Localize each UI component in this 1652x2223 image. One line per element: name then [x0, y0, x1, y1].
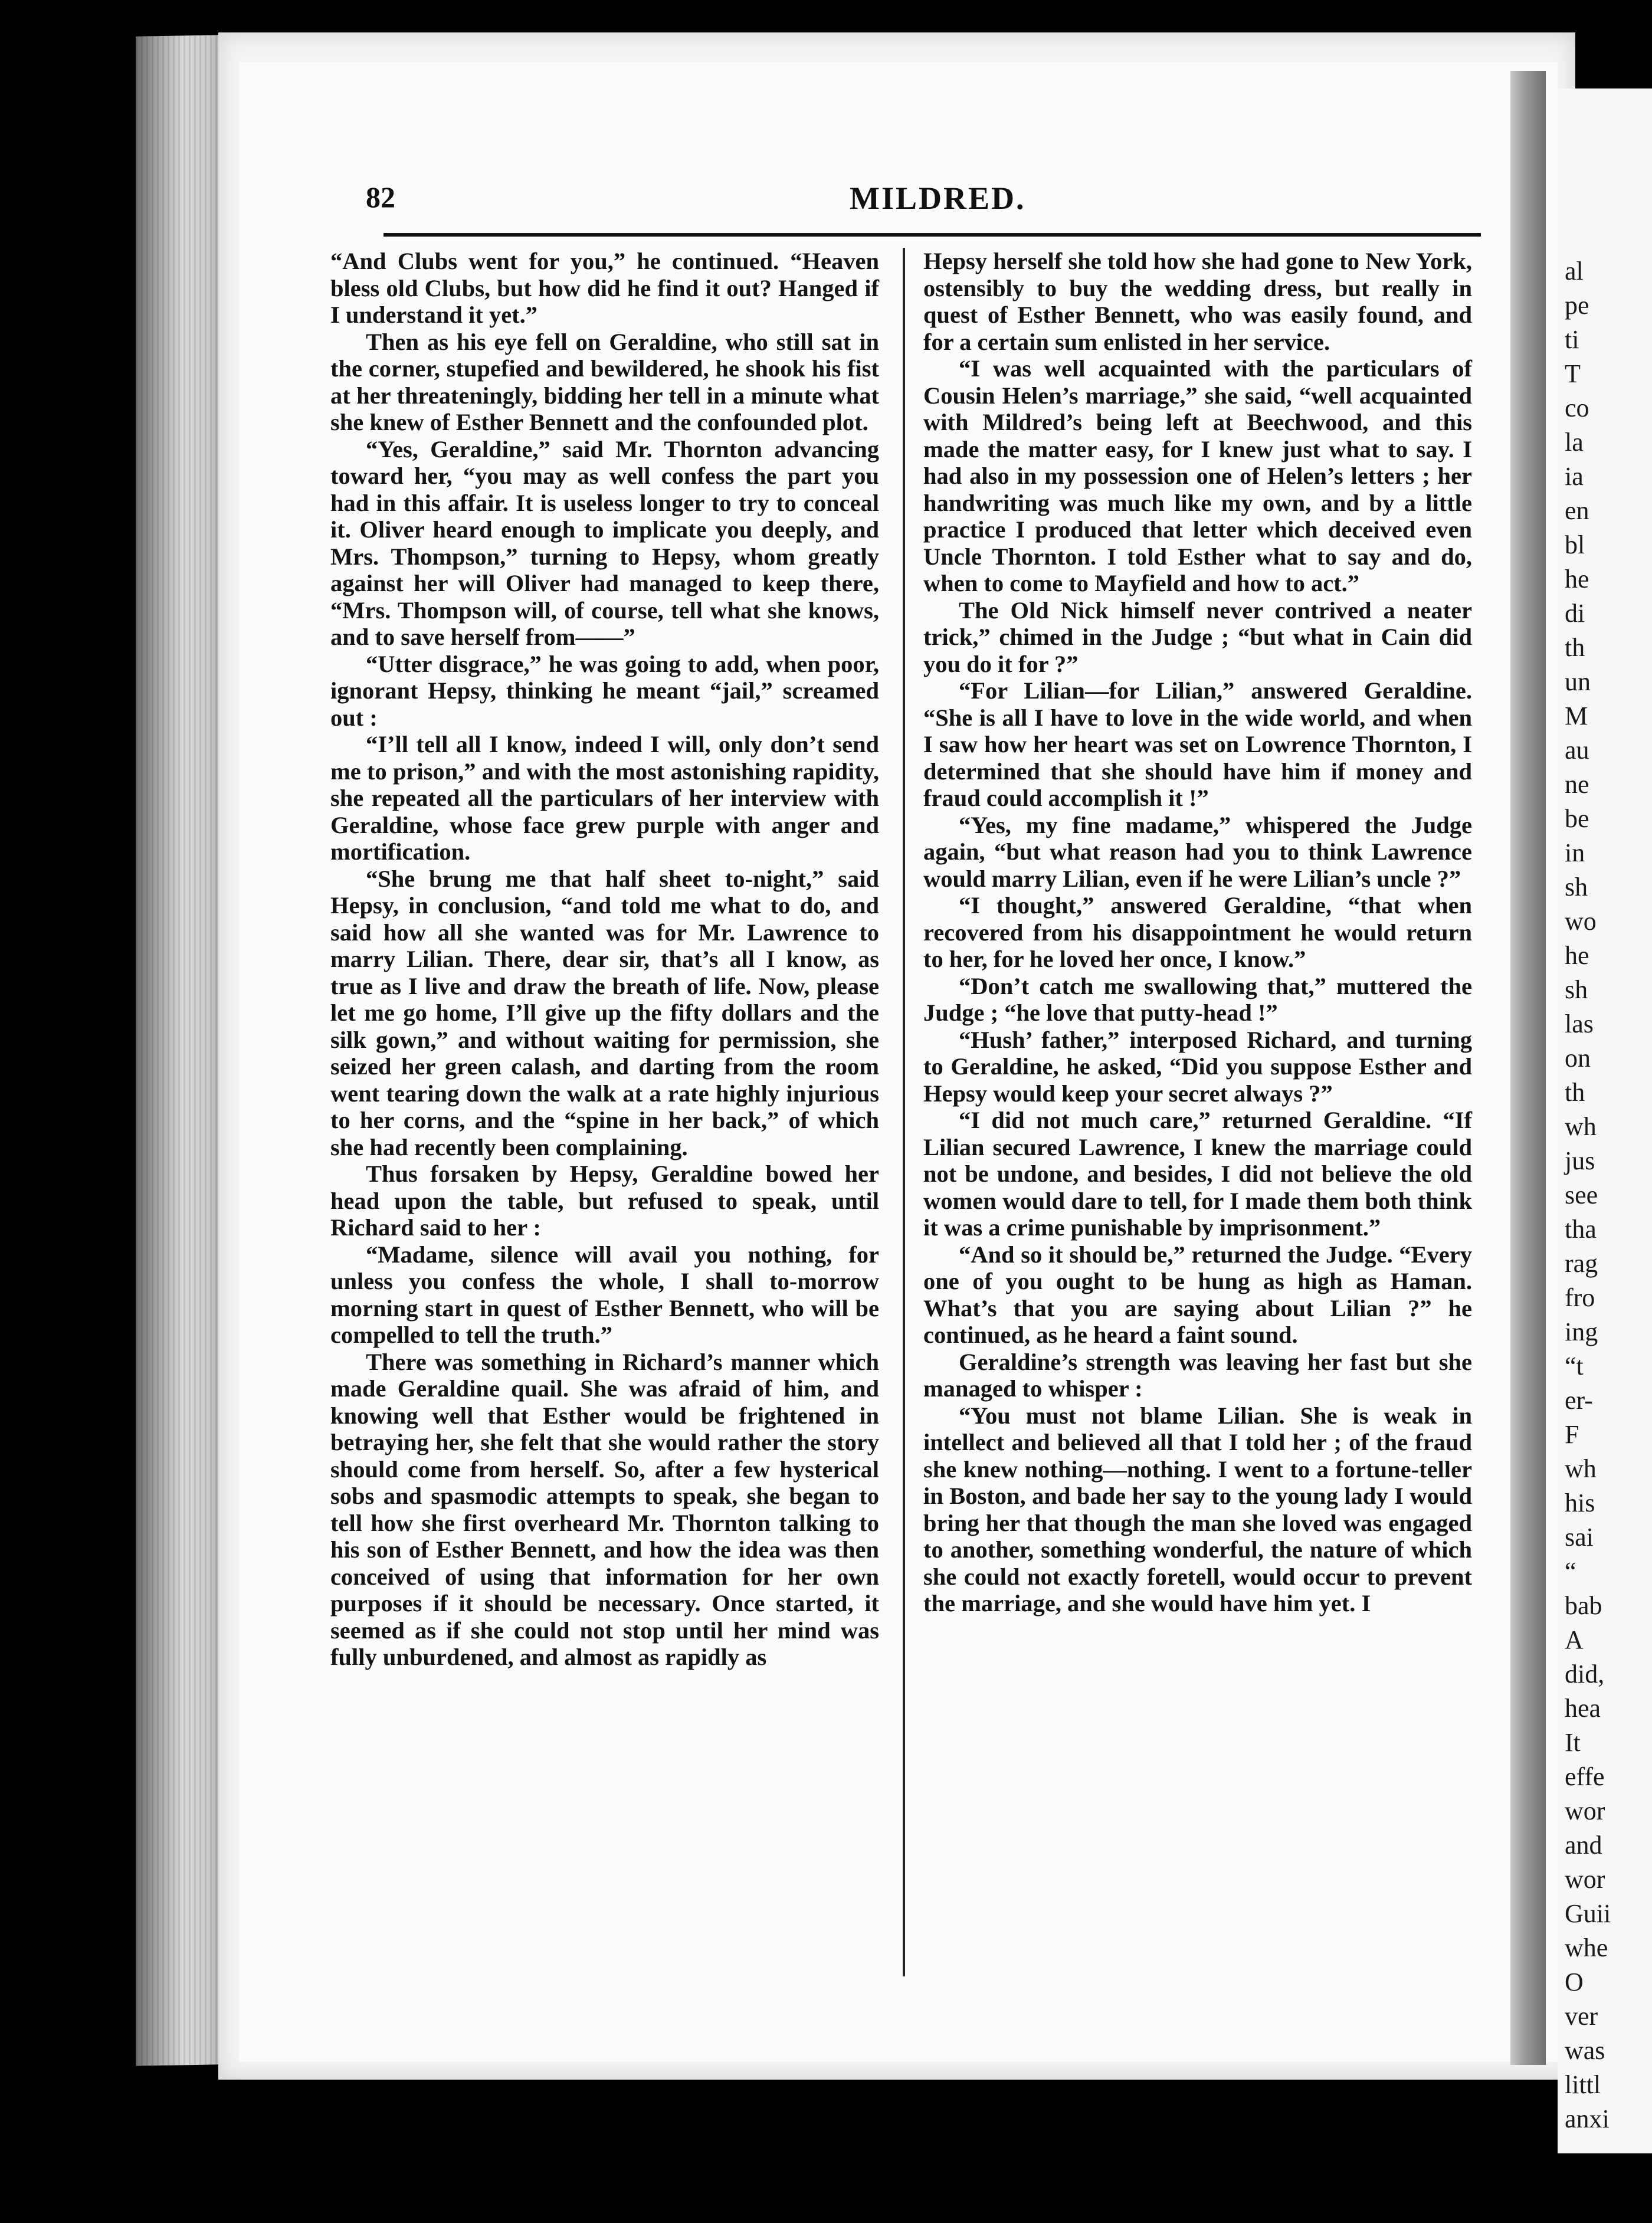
next-page-text-fragment: er-	[1565, 1386, 1593, 1415]
next-page-text-fragment: sh	[1565, 975, 1588, 1004]
next-page-text-fragment: be	[1565, 804, 1589, 833]
paragraph: Then as his eye fell on Geraldine, who still sat in the corner, stupefied and bewildered, he shook his fist at her threateningly, bidding her tell in a minute what she knew of Esther Bennett and the confounded plot.	[330, 328, 879, 435]
next-page-text-fragment: his	[1565, 1488, 1595, 1517]
next-page-text-fragment: al	[1565, 257, 1584, 286]
page-header	[366, 180, 1481, 227]
paragraph: Geraldine’s strength was leaving her fast but she managed to whisper :	[923, 1348, 1472, 1402]
next-page-text-fragment: O	[1565, 1968, 1584, 1996]
next-page-text-fragment: sai	[1565, 1523, 1594, 1552]
header-rule	[384, 233, 1481, 237]
next-page-text-fragment: wh	[1565, 1454, 1597, 1483]
next-page-text-fragment: wor	[1565, 1865, 1605, 1894]
paragraph: “Don’t catch me swallowing that,” muttered the Judge ; “he love that putty-head !”	[923, 972, 1472, 1026]
next-page-text-fragment: hea	[1565, 1694, 1601, 1723]
next-page-text-fragment: F	[1565, 1420, 1579, 1449]
left-column	[330, 248, 879, 1671]
next-page-text-fragment: It	[1565, 1728, 1581, 1757]
next-page-text-fragment: tha	[1565, 1215, 1597, 1244]
next-page-text-fragment: wo	[1565, 907, 1597, 936]
paragraph: “I’ll tell all I know, indeed I will, only don’t send me to prison,” and with the most astonishing rapidity, she repeated all the particulars of her interview with Geraldine, whose face grew purple with anger and mortification.	[330, 731, 879, 865]
next-page-text-fragment: en	[1565, 496, 1589, 525]
next-page-text-fragment: rag	[1565, 1249, 1598, 1278]
right-column	[923, 248, 1472, 1617]
next-page-text-fragment: ia	[1565, 462, 1584, 491]
column-divider	[903, 248, 905, 1976]
next-page-text-fragment: bab	[1565, 1591, 1602, 1620]
next-page-text-fragment: sh	[1565, 873, 1588, 901]
next-page-text-fragment: see	[1565, 1181, 1598, 1209]
next-page-text-fragment: las	[1565, 1009, 1594, 1038]
next-page-fragment	[1558, 88, 1652, 2153]
next-page-text-fragment: did,	[1565, 1660, 1605, 1688]
next-page-text-fragment: “t	[1565, 1352, 1584, 1381]
next-page-text-fragment: wh	[1565, 1112, 1597, 1141]
paragraph: There was something in Richard’s manner which made Geraldine quail. She was afraid of him, and knowing well that Esther would be frightened in betraying her, she felt that she would rather the story should come from herself. So, after a few hysterical sobs and spasmodic attempts to speak, she began to tell how she first overheard Mr. Thornton talking to his son of Esther Bennett, and how the idea was then conceived of using that information for her own purposes if it should be necessary. Once started, it seemed as if she could not stop until her mind was fully unburdened, and almost as rapidly as	[330, 1348, 879, 1670]
paragraph: Thus forsaken by Hepsy, Geraldine bowed her head upon the table, but refused to speak, until Richard said to her :	[330, 1160, 879, 1241]
next-page-text-fragment: wor	[1565, 1796, 1605, 1825]
next-page-text-fragment: he	[1565, 565, 1589, 594]
next-page-text-fragment: “	[1565, 1557, 1576, 1586]
paragraph: “Yes, Geraldine,” said Mr. Thornton advancing toward her, “you may as well confess the part you had in this affair. It is useless longer to try to conceal it. Oliver heard enough to implicate you deeply, and Mrs. Thompson,” turning to Hepsy, whom greatly against her will Oliver had managed to keep there, “Mrs. Thompson will, of course, tell what she knows, and to save herself from——”	[330, 435, 879, 650]
next-page-text-fragment: la	[1565, 428, 1584, 457]
next-page-text-fragment: he	[1565, 941, 1589, 970]
paragraph: “Utter disgrace,” he was going to add, when poor, ignorant Hepsy, thinking he meant “jail,” screamed out :	[330, 650, 879, 731]
paragraph: “And Clubs went for you,” he continued. “Heaven bless old Clubs, but how did he find it out? Hanged if I understand it yet.”	[330, 248, 879, 328]
next-page-text-fragment: anxi	[1565, 2104, 1610, 2133]
running-title: MILDRED.	[850, 181, 1026, 216]
next-page-text-fragment: co	[1565, 394, 1589, 422]
paragraph: “You must not blame Lilian. She is weak in intellect and believed all that I told her ; of the fraud she knew nothing—nothing. I went to a fortune-teller in Boston, and bade her say to the young lady I would bring her that though the man she loved was engaged to another, something wonderful, the nature of which she could not exactly foretell, would occur to prevent the marriage, and she would have him yet. I	[923, 1402, 1472, 1617]
paragraph: Hepsy herself she told how she had gone to New York, ostensibly to buy the wedding dress, but really in quest of Esther Bennett, who was easily found, and for a certain sum enlisted in her service.	[923, 248, 1472, 355]
paragraph: “Yes, my fine madame,” whispered the Judge again, “but what reason had you to think Lawrence would marry Lilian, even if he were Lilian’s uncle ?”	[923, 811, 1472, 892]
paragraph: The Old Nick himself never contrived a neater trick,” chimed in the Judge ; “but what in Cain did you do it for ?”	[923, 596, 1472, 677]
next-page-text-fragment: M	[1565, 701, 1588, 730]
next-page-text-fragment: whe	[1565, 1933, 1608, 1962]
next-page-text-fragment: jus	[1565, 1146, 1595, 1175]
next-page-text-fragment: Guii	[1565, 1899, 1611, 1928]
next-page-text-fragment: ti	[1565, 325, 1579, 354]
next-page-text-fragment: A	[1565, 1625, 1584, 1654]
next-page-text-fragment: un	[1565, 667, 1591, 696]
page-number: 82	[366, 181, 395, 214]
next-page-text-fragment: in	[1565, 838, 1585, 867]
next-page-text-fragment: th	[1565, 633, 1585, 662]
next-page-text-fragment: pe	[1565, 291, 1589, 320]
next-page-text-fragment: au	[1565, 736, 1589, 765]
next-page-text-fragment: bl	[1565, 530, 1585, 559]
next-page-text-fragment: and	[1565, 1831, 1602, 1860]
paragraph: “Hush’ father,” interposed Richard, and turning to Geraldine, he asked, “Did you suppose Esther and Hepsy would keep your secret always ?”	[923, 1026, 1472, 1107]
paragraph: “And so it should be,” returned the Judge. “Every one of you ought to be hung as high as Haman. What’s that you are saying about Lilian ?” he continued, as he heard a faint sound.	[923, 1241, 1472, 1348]
next-page-text-fragment: littl	[1565, 2070, 1601, 2099]
next-page-text-fragment: on	[1565, 1044, 1591, 1073]
page-fore-edge	[1510, 71, 1546, 2065]
paragraph: “Madame, silence will avail you nothing, for unless you confess the whole, I shall to-morrow morning start in quest of Esther Bennett, who will be compelled to tell the truth.”	[330, 1241, 879, 1348]
next-page-text-fragment: T	[1565, 359, 1581, 388]
next-page-text-fragment: was	[1565, 2036, 1605, 2065]
next-page-text-fragment: di	[1565, 599, 1585, 628]
paragraph: “I thought,” answered Geraldine, “that when recovered from his disappointment he would return to her, for he loved her once, I know.”	[923, 892, 1472, 972]
paragraph: “She brung me that half sheet to-night,” said Hepsy, in conclusion, “and told me what to do, and said how all she wanted was for Mr. Lawrence to marry Lilian. There, dear sir, that’s all I know, as true as I live and draw the breath of life. Now, please let me go home, I’ll give up the fifty dollars and the silk gown,” and without waiting for permission, she seized her green calash, and darting from the room went tearing down the walk at a rate highly injurious to her corns, and the “spine in her back,” of which she had recently been complaining.	[330, 865, 879, 1160]
paragraph: “I was well acquainted with the particulars of Cousin Helen’s marriage,” she said, “well acquainted with Mildred’s being left at Beechwood, and this made the matter easy, for I knew just what to say. I had also in my possession one of Helen’s letters ; her handwriting was much like my own, and by a little practice I produced that letter which deceived even Uncle Thornton. I told Esther what to say and do, when to come to Mayfield and how to act.”	[923, 355, 1472, 596]
next-page-text-fragment: ing	[1565, 1317, 1598, 1346]
next-page-text-fragment: th	[1565, 1078, 1585, 1107]
next-page-text-fragment: fro	[1565, 1283, 1595, 1312]
paragraph: “For Lilian—for Lilian,” answered Geraldine. “She is all I have to love in the wide world, and when I saw how her heart was set on Lowrence Thornton, I determined that she should have him if money and fraud could accomplish it !”	[923, 677, 1472, 811]
paragraph: “I did not much care,” returned Geraldine. “If Lilian secured Lawrence, I knew the marriage could not be undone, and besides, I did not believe the old women would dare to tell, for I made them both think it was a crime punishable by imprisonment.”	[923, 1107, 1472, 1241]
next-page-text-fragment: ver	[1565, 2002, 1598, 2031]
next-page-text-fragment: ne	[1565, 770, 1589, 799]
next-page-text-fragment: effe	[1565, 1762, 1605, 1791]
